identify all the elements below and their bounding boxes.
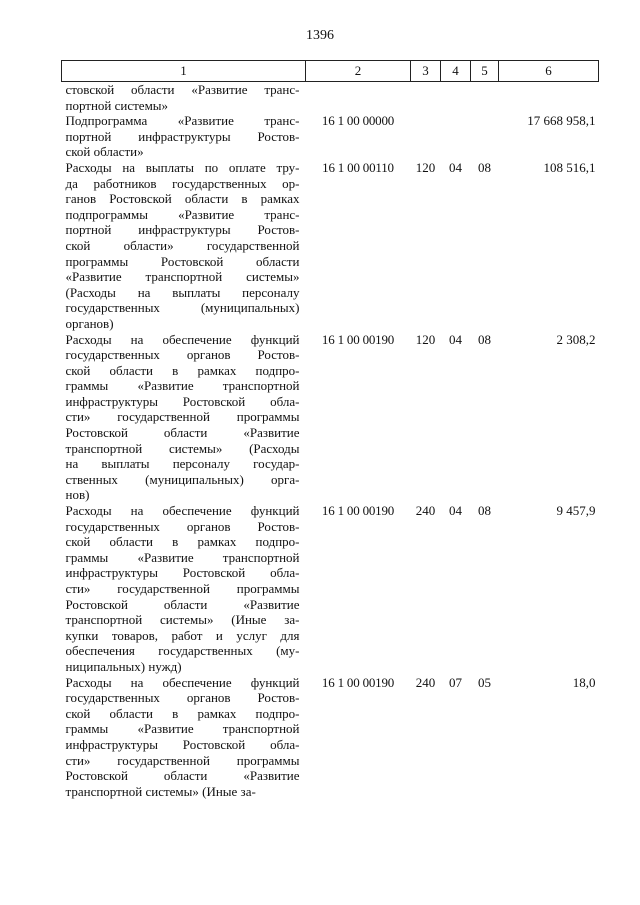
header-col-1: 1 <box>62 61 306 82</box>
row-name-line: ниципальных) нужд) <box>65 658 182 674</box>
row-name-line: стовской области «Развитие транс- <box>65 82 300 97</box>
row-subsection <box>471 82 499 114</box>
table-header <box>62 61 599 82</box>
row-name-line: сти» государственной программы <box>65 581 300 596</box>
row-subsection: 05 <box>478 674 491 690</box>
row-name <box>62 82 306 114</box>
row-name-line: ской области» <box>65 144 144 160</box>
row-name-line: да работников государственных ор- <box>65 175 300 191</box>
row-code: 16 1 00 00110 <box>322 159 394 175</box>
row-name-line: граммы «Развитие транспортной <box>65 549 300 565</box>
header-col-2: 2 <box>306 61 411 82</box>
row-name-line: купки товаров, работ и услуг для <box>65 627 300 643</box>
row-name-line: Расходы на обеспечение функций <box>65 503 300 519</box>
row-code <box>306 82 411 114</box>
header-col-5: 5 <box>471 61 499 82</box>
row-name <box>62 160 306 332</box>
row-expense-type <box>411 113 441 160</box>
row-amount: 9 457,9 <box>556 503 596 519</box>
row-name-line: граммы «Развитие транспортной <box>65 378 300 394</box>
row-name-line: государственных органов Ростов- <box>65 690 300 706</box>
row-name-line: подпрограммы «Развитие транс- <box>65 206 300 222</box>
row-name-line: транспортной системы» (Расходы <box>65 440 300 456</box>
row-subsection: 08 <box>478 331 491 347</box>
row-name-line: портной системы» <box>65 97 169 113</box>
row-name-line: ской области в рамках подпро- <box>65 705 300 721</box>
row-name-line: «Развитие транспортной системы» <box>65 269 300 285</box>
row-expense-type: 120 <box>415 331 436 347</box>
row-code: 16 1 00 00190 <box>321 674 395 690</box>
row-name-line: сти» государственной программы <box>65 409 300 425</box>
row-name-line: государственных органов Ростов- <box>65 518 300 534</box>
row-name-line: Расходы на обеспечение функций <box>65 674 300 690</box>
row-name-line: ганов Ростовской области в рамках <box>65 191 300 207</box>
row-name-line: сти» государственной программы <box>65 752 300 768</box>
row-subsection <box>471 113 499 160</box>
row-expense-type: 240 <box>415 503 436 519</box>
row-name-line: портной инфраструктуры Ростов- <box>65 128 300 144</box>
table-row <box>62 332 599 504</box>
row-amount: 108 516,1 <box>543 159 596 175</box>
row-amount: 17 668 958,1 <box>527 113 596 129</box>
row-expense-type: 240 <box>415 674 436 690</box>
row-name-line: обеспечения государственных (му- <box>65 643 300 659</box>
row-name-line: инфраструктуры Ростовской обла- <box>65 736 300 752</box>
table-row <box>62 675 599 800</box>
row-expense-type <box>411 82 441 114</box>
row-name-line: ской области в рамках подпро- <box>65 534 300 550</box>
row-code: 16 1 00 00190 <box>321 503 395 519</box>
row-subsection: 08 <box>478 503 491 519</box>
row-amount <box>499 82 599 114</box>
header-col-3: 3 <box>411 61 441 82</box>
row-name-line: инфраструктуры Ростовской обла- <box>65 565 300 581</box>
row-name-line: нов) <box>65 487 90 503</box>
row-name-line: ской области в рамках подпро- <box>65 362 300 378</box>
row-section <box>441 113 471 160</box>
row-name-line: Расходы на обеспечение функций <box>65 331 300 347</box>
row-name-line: инфраструктуры Ростовской обла- <box>65 393 300 409</box>
row-name-line: ской области» государственной <box>65 237 300 253</box>
row-section <box>441 82 471 114</box>
row-expense-type: 120 <box>415 159 436 175</box>
row-name <box>62 332 306 504</box>
table-row <box>62 113 599 160</box>
row-code: 16 1 00 00000 <box>321 113 395 129</box>
table-row <box>62 82 599 114</box>
row-name <box>62 503 306 675</box>
row-name-line: (Расходы на выплаты персоналу <box>65 284 300 300</box>
row-name <box>62 675 306 800</box>
row-amount: 18,0 <box>572 674 596 690</box>
row-name-line: Расходы на выплаты по оплате тру- <box>65 159 300 175</box>
row-name-line: Подпрограмма «Развитие транс- <box>65 113 300 129</box>
row-subsection: 08 <box>478 159 491 175</box>
row-name-line: ственных (муниципальных) орга- <box>65 471 300 487</box>
table-body <box>62 82 599 800</box>
row-name-line: граммы «Развитие транспортной <box>65 721 300 737</box>
row-name-line: государственных (муниципальных) <box>65 300 300 316</box>
header-col-4: 4 <box>441 61 471 82</box>
header-row <box>62 61 599 82</box>
row-name-line: государственных органов Ростов- <box>65 347 300 363</box>
row-section: 04 <box>449 159 462 175</box>
row-name-line: на выплаты персоналу государ- <box>65 456 300 472</box>
row-section: 04 <box>449 503 462 519</box>
row-name <box>62 113 306 160</box>
row-section: 07 <box>449 674 462 690</box>
page-number: 1396 <box>306 28 334 43</box>
table-row <box>62 503 599 675</box>
row-name-line: программы Ростовской области <box>65 253 300 269</box>
table-row <box>62 160 599 332</box>
row-name-line: Ростовской области «Развитие <box>65 596 300 612</box>
row-name-line: транспортной системы» (Иные за- <box>65 612 300 628</box>
row-section: 04 <box>449 331 462 347</box>
row-name-line: портной инфраструктуры Ростов- <box>65 222 300 238</box>
row-amount: 2 308,2 <box>556 331 596 347</box>
row-name-line: органов) <box>65 315 114 331</box>
row-code: 16 1 00 00190 <box>321 331 395 347</box>
row-name-line: транспортной системы» (Иные за- <box>65 783 256 799</box>
row-name-line: Ростовской области «Развитие <box>65 425 300 441</box>
header-col-6: 6 <box>499 61 599 82</box>
row-name-line: Ростовской области «Развитие <box>65 768 300 784</box>
budget-table <box>61 60 599 799</box>
